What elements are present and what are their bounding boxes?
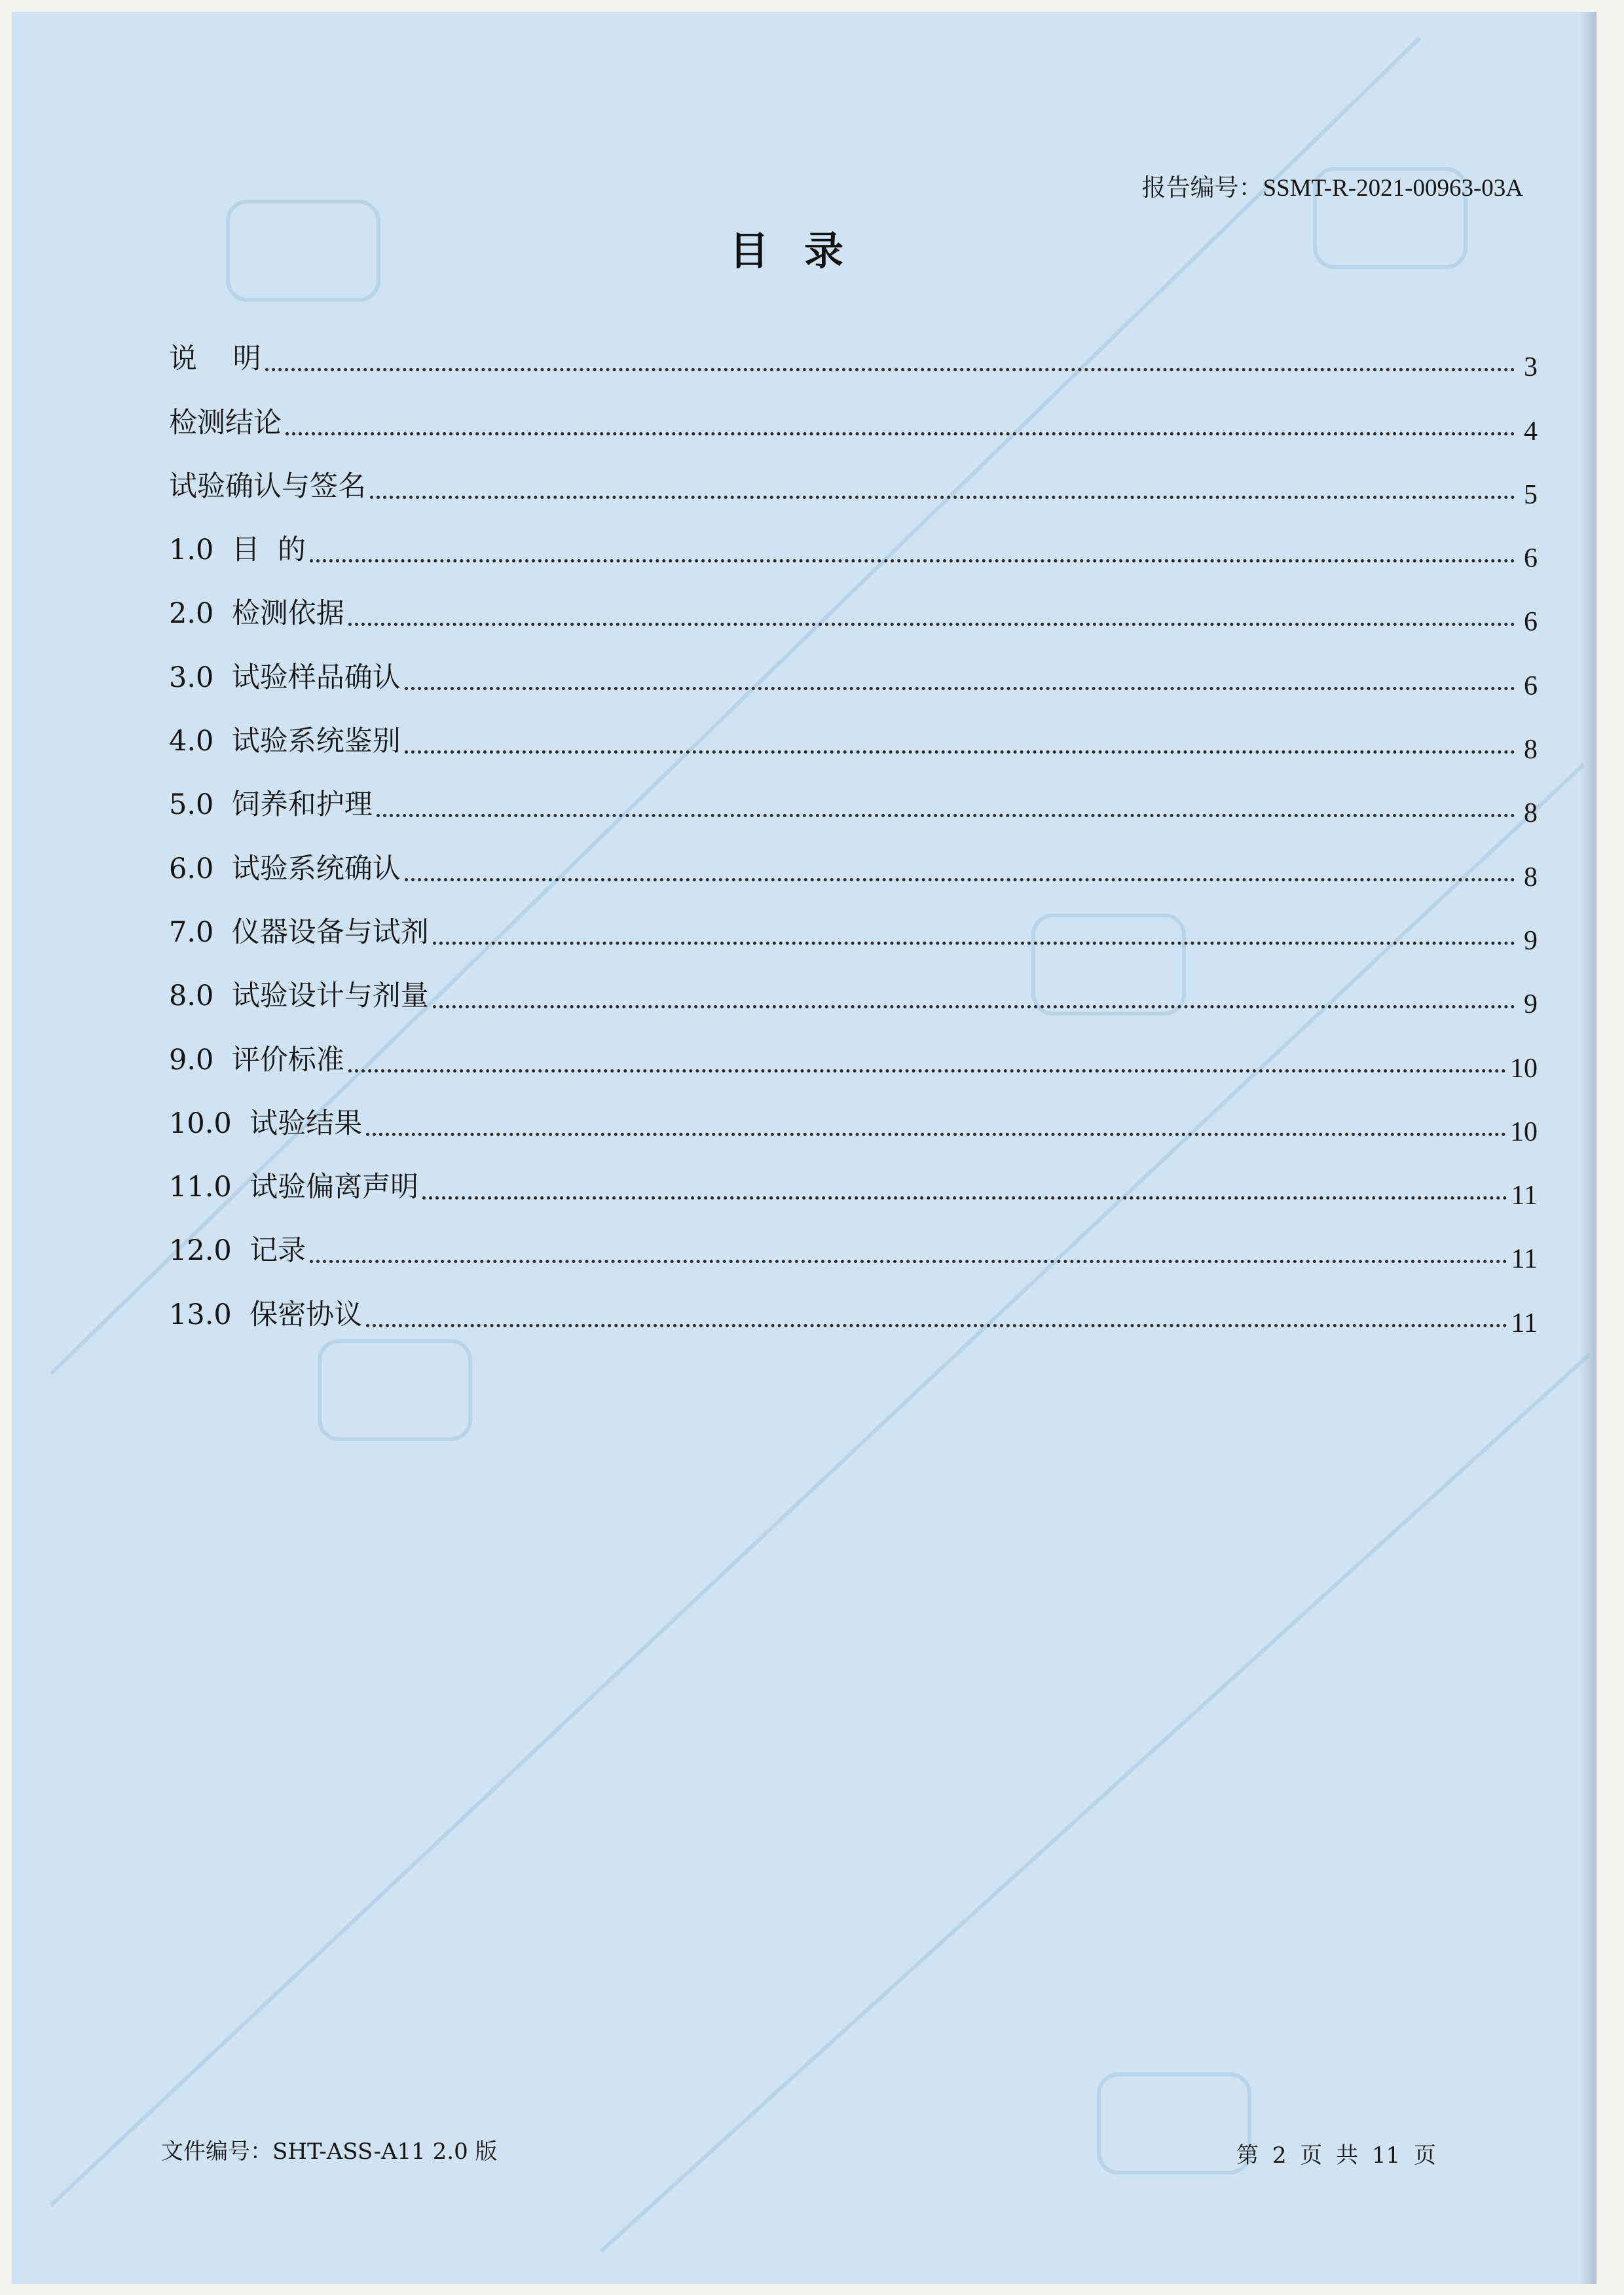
toc-entry[interactable] [169, 893, 1538, 957]
toc-entry-label: 7.0 仪器设备与试剂 [169, 915, 429, 949]
toc-entry[interactable] [169, 447, 1538, 511]
toc-entry[interactable] [169, 383, 1538, 447]
toc-entry-page: 11 [1511, 1181, 1538, 1211]
toc-entry-page: 11 [1511, 1244, 1538, 1275]
toc-entry-label: 5.0 饲养和护理 [169, 788, 373, 822]
toc-entry[interactable] [169, 574, 1538, 638]
toc-leader-dots [310, 559, 1515, 562]
toc-entry-label: 9.0 评价标准 [169, 1043, 344, 1076]
toc-leader-dots [286, 432, 1515, 435]
toc-entry-label: 3.0 试验样品确认 [169, 661, 401, 694]
toc-leader-dots [405, 878, 1515, 881]
toc-entry-page: 8 [1524, 798, 1538, 829]
toc-entry[interactable] [169, 1148, 1538, 1211]
toc-entry[interactable] [169, 1211, 1538, 1275]
toc-leader-dots [348, 1069, 1506, 1073]
toc-entry[interactable] [169, 702, 1538, 765]
toc-entry[interactable] [169, 957, 1538, 1020]
watermark-shape [320, 1341, 470, 1439]
toc-entry-label: 10.0 试验结果 [169, 1107, 363, 1140]
toc-entry[interactable] [169, 511, 1538, 574]
table-of-contents [169, 320, 1538, 1339]
toc-leader-dots [348, 623, 1515, 626]
toc-entry-label: 检测结论 [169, 406, 282, 439]
watermark-shape [601, 1354, 1590, 2251]
toc-entry-label: 6.0 试验系统确认 [169, 852, 401, 885]
toc-entry-label: 2.0 检测依据 [169, 597, 344, 631]
toc-leader-dots [310, 1260, 1507, 1263]
page-title: 目录 [729, 229, 879, 274]
page-edge-shadow [1579, 12, 1596, 2284]
toc-entry-label: 试验确认与签名 [169, 469, 366, 503]
toc-entry-page: 10 [1510, 1053, 1538, 1084]
toc-entry[interactable] [169, 320, 1538, 383]
toc-entry-label: 12.0 记录 [169, 1234, 306, 1268]
toc-entry-page: 9 [1524, 925, 1538, 956]
toc-entry-page: 11 [1511, 1308, 1538, 1338]
report-number: 报告编号：SSMT-R-2021-00963-03A [1141, 175, 1523, 202]
toc-entry-page: 8 [1524, 862, 1538, 892]
toc-leader-dots [405, 750, 1515, 754]
toc-entry-page: 6 [1524, 607, 1538, 638]
file-number: 文件编号：SHT-ASS-A11 2.0 版 [161, 2139, 498, 2165]
toc-entry-page: 3 [1524, 352, 1538, 383]
toc-entry-page: 5 [1524, 479, 1538, 510]
toc-entry-label: 8.0 试验设计与剂量 [169, 980, 429, 1013]
watermark-shape [1099, 2074, 1249, 2173]
toc-leader-dots [433, 1005, 1515, 1008]
toc-entry[interactable] [169, 765, 1538, 829]
toc-entry[interactable] [169, 638, 1538, 701]
toc-entry-page: 6 [1524, 543, 1538, 574]
toc-leader-dots [265, 368, 1515, 371]
page-indicator: 第 2 页 共 11 页 [1236, 2142, 1436, 2169]
toc-leader-dots [433, 942, 1515, 945]
toc-entry-label: 4.0 试验系统鉴别 [169, 725, 401, 758]
toc-leader-dots [370, 496, 1515, 499]
toc-leader-dots [422, 1196, 1507, 1200]
toc-entry-page: 6 [1524, 670, 1538, 701]
toc-entry-page: 8 [1524, 735, 1538, 765]
toc-entry-label: 说 明 [169, 342, 261, 376]
toc-leader-dots [366, 1324, 1507, 1327]
toc-entry-page: 9 [1524, 989, 1538, 1020]
toc-entry[interactable] [169, 829, 1538, 892]
toc-entry[interactable] [169, 1275, 1538, 1338]
toc-leader-dots [377, 814, 1515, 817]
toc-entry-label: 1.0 目 的 [169, 534, 306, 567]
document-page [12, 12, 1596, 2284]
toc-leader-dots [405, 687, 1515, 690]
toc-entry-label: 13.0 保密协议 [169, 1298, 363, 1331]
toc-entry-label: 11.0 试验偏离声明 [169, 1171, 419, 1204]
toc-entry-page: 4 [1524, 416, 1538, 447]
toc-entry[interactable] [169, 1084, 1538, 1148]
toc-entry-page: 10 [1510, 1116, 1538, 1147]
toc-leader-dots [366, 1133, 1506, 1136]
toc-entry[interactable] [169, 1020, 1538, 1084]
